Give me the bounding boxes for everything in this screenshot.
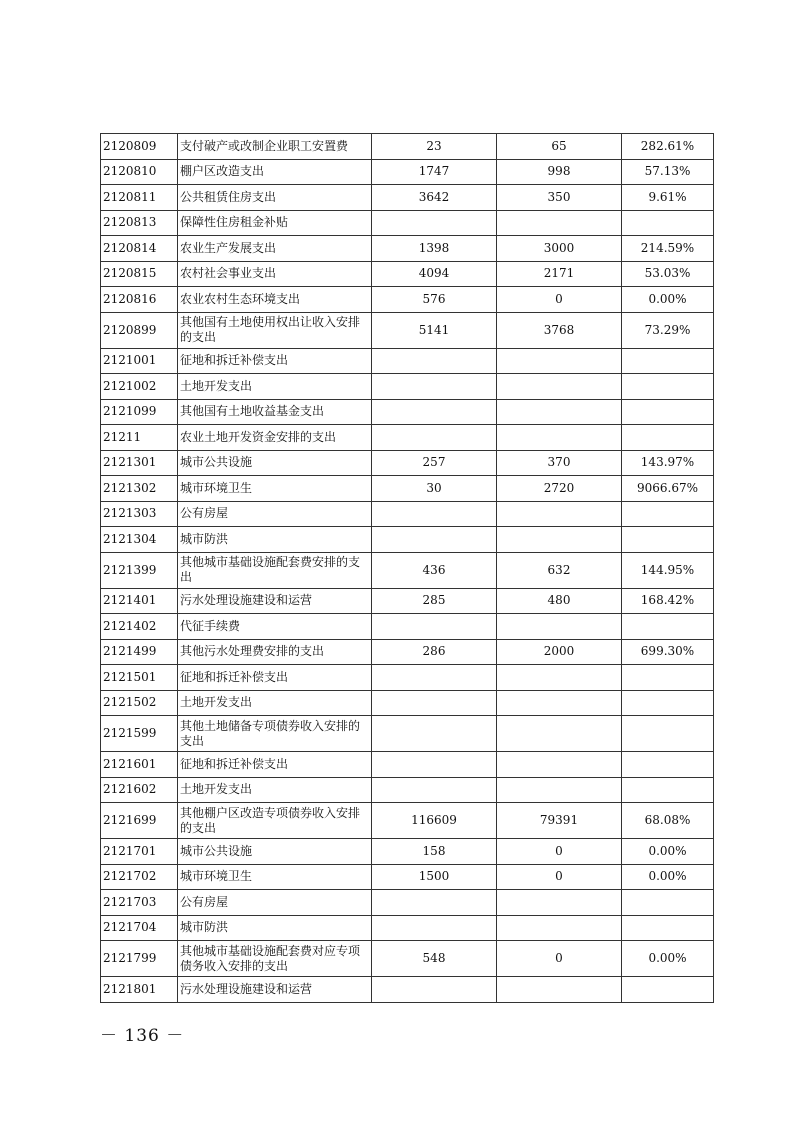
row-value-a-cell: 286 xyxy=(372,639,497,665)
table-row xyxy=(101,752,714,778)
table-row xyxy=(101,803,714,839)
row-value-b-cell xyxy=(497,210,622,236)
row-value-a-cell xyxy=(372,614,497,640)
table-row xyxy=(101,185,714,211)
row-name-cell: 支付破产或改制企业职工安置费 xyxy=(178,134,372,160)
table-row xyxy=(101,614,714,640)
row-name-cell: 其他城市基础设施配套费对应专项债务收入安排的支出 xyxy=(178,941,372,977)
row-value-a-cell: 576 xyxy=(372,287,497,313)
row-value-a-cell: 23 xyxy=(372,134,497,160)
row-value-a-cell xyxy=(372,915,497,941)
row-code-cell: 2121704 xyxy=(101,915,178,941)
row-name-cell: 农业生产发展支出 xyxy=(178,236,372,262)
row-code-cell: 2121399 xyxy=(101,552,178,588)
row-name-cell: 其他国有土地使用权出让收入安排的支出 xyxy=(178,312,372,348)
row-name-cell: 城市环境卫生 xyxy=(178,476,372,502)
row-value-b-cell xyxy=(497,890,622,916)
row-value-a-cell: 4094 xyxy=(372,261,497,287)
row-code-cell: 2121002 xyxy=(101,374,178,400)
row-name-cell: 城市防洪 xyxy=(178,527,372,553)
table-row xyxy=(101,716,714,752)
row-value-a-cell xyxy=(372,425,497,451)
row-name-cell: 其他国有土地收益基金支出 xyxy=(178,399,372,425)
row-value-a-cell: 436 xyxy=(372,552,497,588)
row-name-cell: 公有房屋 xyxy=(178,501,372,527)
row-value-b-cell xyxy=(497,777,622,803)
row-value-a-cell: 1398 xyxy=(372,236,497,262)
row-code-cell: 2121702 xyxy=(101,864,178,890)
row-code-cell: 2121601 xyxy=(101,752,178,778)
row-code-cell: 2121502 xyxy=(101,690,178,716)
row-code-cell: 2121001 xyxy=(101,348,178,374)
row-value-a-cell xyxy=(372,777,497,803)
row-value-b-cell xyxy=(497,614,622,640)
row-name-cell: 征地和拆迁补偿支出 xyxy=(178,665,372,691)
row-code-cell: 2120811 xyxy=(101,185,178,211)
row-percent-cell: 57.13% xyxy=(622,159,714,185)
row-value-a-cell xyxy=(372,665,497,691)
row-percent-cell: 0.00% xyxy=(622,839,714,865)
row-code-cell: 2121301 xyxy=(101,450,178,476)
row-name-cell: 其他污水处理费安排的支出 xyxy=(178,639,372,665)
row-value-a-cell xyxy=(372,348,497,374)
row-value-b-cell: 0 xyxy=(497,287,622,313)
row-name-cell: 污水处理设施建设和运营 xyxy=(178,588,372,614)
row-percent-cell xyxy=(622,501,714,527)
row-percent-cell: 214.59% xyxy=(622,236,714,262)
row-value-a-cell: 548 xyxy=(372,941,497,977)
row-name-cell: 其他土地储备专项债券收入安排的支出 xyxy=(178,716,372,752)
row-percent-cell xyxy=(622,425,714,451)
row-percent-cell xyxy=(622,348,714,374)
row-percent-cell: 9066.67% xyxy=(622,476,714,502)
table-row xyxy=(101,941,714,977)
row-code-cell: 2121701 xyxy=(101,839,178,865)
row-code-cell: 2121402 xyxy=(101,614,178,640)
row-value-b-cell xyxy=(497,690,622,716)
row-value-b-cell xyxy=(497,348,622,374)
row-value-a-cell: 158 xyxy=(372,839,497,865)
row-percent-cell: 143.97% xyxy=(622,450,714,476)
table-row xyxy=(101,527,714,553)
row-code-cell: 2121099 xyxy=(101,399,178,425)
row-code-cell: 2121801 xyxy=(101,977,178,1003)
budget-table xyxy=(100,133,714,1003)
row-code-cell: 2121602 xyxy=(101,777,178,803)
row-percent-cell: 68.08% xyxy=(622,803,714,839)
row-name-cell: 征地和拆迁补偿支出 xyxy=(178,348,372,374)
row-value-b-cell xyxy=(497,752,622,778)
row-value-b-cell xyxy=(497,665,622,691)
row-code-cell: 2121699 xyxy=(101,803,178,839)
row-percent-cell: 0.00% xyxy=(622,287,714,313)
row-value-b-cell: 3768 xyxy=(497,312,622,348)
row-percent-cell: 53.03% xyxy=(622,261,714,287)
row-value-b-cell xyxy=(497,527,622,553)
row-code-cell: 2121303 xyxy=(101,501,178,527)
row-percent-cell: 0.00% xyxy=(622,864,714,890)
table-row xyxy=(101,450,714,476)
row-percent-cell: 699.30% xyxy=(622,639,714,665)
row-name-cell: 城市环境卫生 xyxy=(178,864,372,890)
row-value-b-cell: 632 xyxy=(497,552,622,588)
row-code-cell: 2121703 xyxy=(101,890,178,916)
row-name-cell: 农业农村生态环境支出 xyxy=(178,287,372,313)
row-percent-cell xyxy=(622,665,714,691)
row-percent-cell xyxy=(622,890,714,916)
row-percent-cell xyxy=(622,399,714,425)
table-row xyxy=(101,476,714,502)
row-percent-cell xyxy=(622,690,714,716)
row-value-b-cell: 0 xyxy=(497,941,622,977)
table-row xyxy=(101,777,714,803)
row-name-cell: 征地和拆迁补偿支出 xyxy=(178,752,372,778)
row-code-cell: 2120809 xyxy=(101,134,178,160)
row-value-a-cell xyxy=(372,399,497,425)
row-value-a-cell: 257 xyxy=(372,450,497,476)
row-value-b-cell: 2720 xyxy=(497,476,622,502)
row-value-b-cell xyxy=(497,399,622,425)
row-value-b-cell xyxy=(497,915,622,941)
row-percent-cell xyxy=(622,210,714,236)
row-code-cell: 2120814 xyxy=(101,236,178,262)
row-value-a-cell xyxy=(372,977,497,1003)
row-code-cell: 21211 xyxy=(101,425,178,451)
row-value-b-cell: 3000 xyxy=(497,236,622,262)
table-row xyxy=(101,639,714,665)
table-row xyxy=(101,864,714,890)
row-percent-cell: 282.61% xyxy=(622,134,714,160)
row-value-a-cell: 116609 xyxy=(372,803,497,839)
table-row xyxy=(101,348,714,374)
row-name-cell: 公共租赁住房支出 xyxy=(178,185,372,211)
table-row xyxy=(101,236,714,262)
row-name-cell: 城市防洪 xyxy=(178,915,372,941)
row-code-cell: 2121304 xyxy=(101,527,178,553)
table-row xyxy=(101,312,714,348)
row-value-a-cell xyxy=(372,210,497,236)
table-row xyxy=(101,399,714,425)
row-value-a-cell: 1500 xyxy=(372,864,497,890)
table-body xyxy=(101,134,714,1003)
row-value-a-cell: 30 xyxy=(372,476,497,502)
row-value-a-cell xyxy=(372,527,497,553)
row-percent-cell: 0.00% xyxy=(622,941,714,977)
row-value-a-cell: 3642 xyxy=(372,185,497,211)
table-row xyxy=(101,374,714,400)
row-percent-cell xyxy=(622,716,714,752)
table-row xyxy=(101,261,714,287)
table-row xyxy=(101,425,714,451)
row-value-b-cell: 0 xyxy=(497,864,622,890)
row-value-a-cell xyxy=(372,374,497,400)
row-value-b-cell xyxy=(497,501,622,527)
row-name-cell: 城市公共设施 xyxy=(178,839,372,865)
row-percent-cell: 73.29% xyxy=(622,312,714,348)
row-value-b-cell: 2000 xyxy=(497,639,622,665)
table-row xyxy=(101,588,714,614)
row-code-cell: 2120899 xyxy=(101,312,178,348)
row-value-a-cell: 1747 xyxy=(372,159,497,185)
row-value-a-cell xyxy=(372,890,497,916)
table-row xyxy=(101,134,714,160)
row-code-cell: 2121401 xyxy=(101,588,178,614)
table-row xyxy=(101,665,714,691)
row-value-b-cell: 370 xyxy=(497,450,622,476)
row-name-cell: 土地开发支出 xyxy=(178,777,372,803)
row-value-a-cell xyxy=(372,690,497,716)
table-row xyxy=(101,159,714,185)
row-name-cell: 土地开发支出 xyxy=(178,690,372,716)
row-code-cell: 2121501 xyxy=(101,665,178,691)
row-name-cell: 污水处理设施建设和运营 xyxy=(178,977,372,1003)
row-value-b-cell xyxy=(497,977,622,1003)
row-code-cell: 2121499 xyxy=(101,639,178,665)
row-code-cell: 2121599 xyxy=(101,716,178,752)
row-value-b-cell: 998 xyxy=(497,159,622,185)
table-row xyxy=(101,890,714,916)
row-code-cell: 2121799 xyxy=(101,941,178,977)
table-row xyxy=(101,977,714,1003)
row-value-a-cell xyxy=(372,716,497,752)
row-name-cell: 其他城市基础设施配套费安排的支出 xyxy=(178,552,372,588)
row-value-a-cell: 285 xyxy=(372,588,497,614)
table-row xyxy=(101,210,714,236)
row-percent-cell: 9.61% xyxy=(622,185,714,211)
table-row xyxy=(101,839,714,865)
row-percent-cell: 168.42% xyxy=(622,588,714,614)
row-name-cell: 代征手续费 xyxy=(178,614,372,640)
row-value-b-cell: 480 xyxy=(497,588,622,614)
row-value-a-cell xyxy=(372,501,497,527)
row-percent-cell xyxy=(622,977,714,1003)
row-percent-cell xyxy=(622,374,714,400)
row-code-cell: 2120813 xyxy=(101,210,178,236)
row-name-cell: 农业土地开发资金安排的支出 xyxy=(178,425,372,451)
row-percent-cell xyxy=(622,527,714,553)
row-name-cell: 其他棚户区改造专项债券收入安排的支出 xyxy=(178,803,372,839)
row-name-cell: 农村社会事业支出 xyxy=(178,261,372,287)
row-code-cell: 2121302 xyxy=(101,476,178,502)
row-value-b-cell xyxy=(497,374,622,400)
row-code-cell: 2120810 xyxy=(101,159,178,185)
row-value-a-cell xyxy=(372,752,497,778)
table-row xyxy=(101,287,714,313)
row-percent-cell: 144.95% xyxy=(622,552,714,588)
row-value-b-cell: 2171 xyxy=(497,261,622,287)
row-name-cell: 土地开发支出 xyxy=(178,374,372,400)
table-row xyxy=(101,501,714,527)
row-name-cell: 保障性住房租金补贴 xyxy=(178,210,372,236)
row-value-b-cell: 79391 xyxy=(497,803,622,839)
row-percent-cell xyxy=(622,752,714,778)
row-name-cell: 城市公共设施 xyxy=(178,450,372,476)
row-value-b-cell: 65 xyxy=(497,134,622,160)
row-percent-cell xyxy=(622,915,714,941)
row-code-cell: 2120816 xyxy=(101,287,178,313)
row-value-b-cell: 350 xyxy=(497,185,622,211)
row-value-b-cell: 0 xyxy=(497,839,622,865)
table-row xyxy=(101,915,714,941)
row-value-b-cell xyxy=(497,716,622,752)
row-value-b-cell xyxy=(497,425,622,451)
row-name-cell: 棚户区改造支出 xyxy=(178,159,372,185)
table-row xyxy=(101,690,714,716)
row-value-a-cell: 5141 xyxy=(372,312,497,348)
row-code-cell: 2120815 xyxy=(101,261,178,287)
row-percent-cell xyxy=(622,777,714,803)
row-name-cell: 公有房屋 xyxy=(178,890,372,916)
table-row xyxy=(101,552,714,588)
page-number: － 136 － xyxy=(100,1026,185,1046)
row-percent-cell xyxy=(622,614,714,640)
